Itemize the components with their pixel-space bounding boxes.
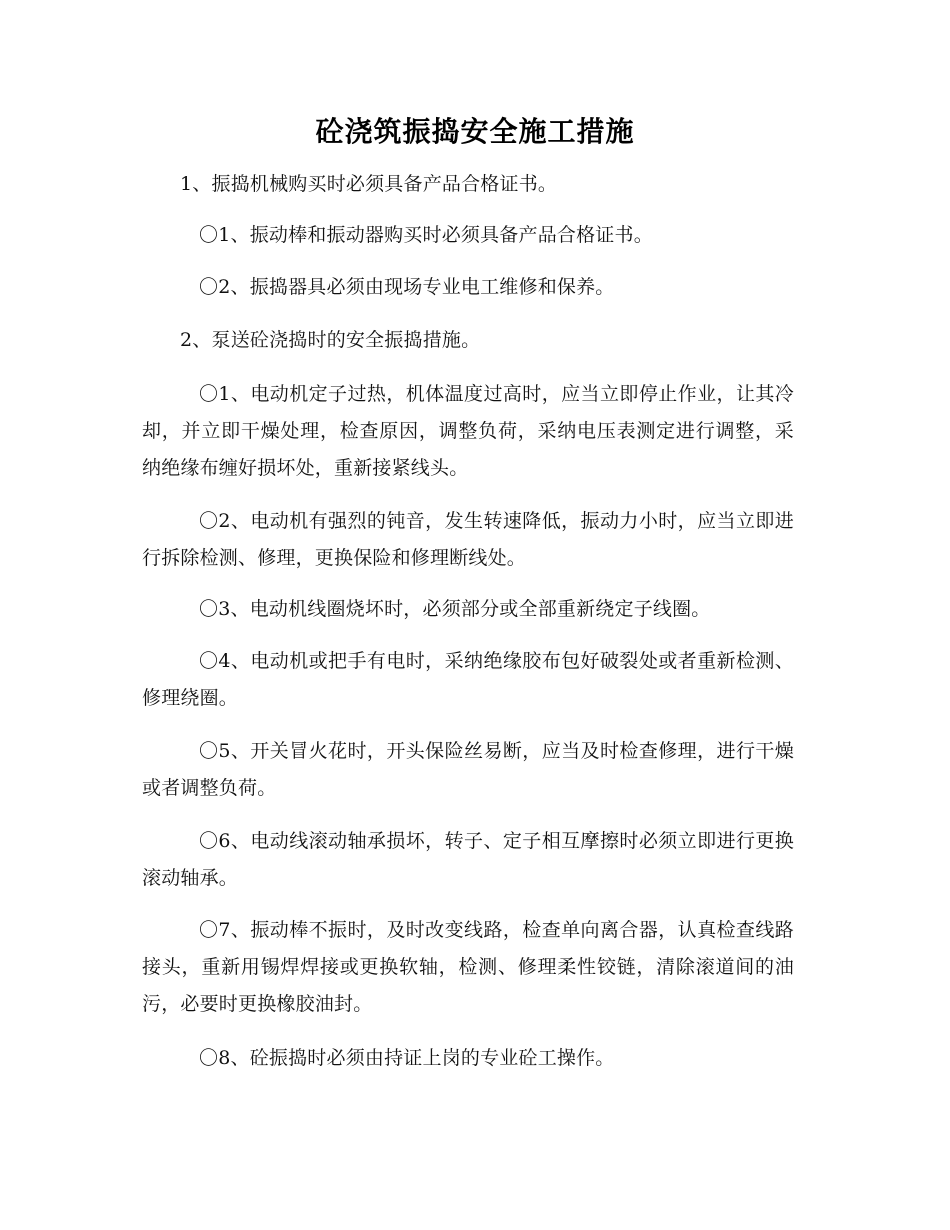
document-title: 砼浇筑振捣安全施工措施: [315, 115, 635, 148]
section-2-item-4: 〇4、电动机或把手有电时，采纳绝缘胶布包好破裂处或者重新检测、修理绕圈。: [142, 650, 794, 709]
section-2-heading: 2、泵送砼浇捣时的安全振捣措施。: [180, 329, 481, 351]
section-1-heading: 1、振捣机械购买时必须具备产品合格证书。: [180, 173, 558, 195]
section-2-item-5: 〇5、开关冒火花时，开头保险丝易断，应当及时检查修理，进行干燥或者调整负荷。: [142, 740, 794, 799]
section-2-item-3: 〇3、电动机线圈烧坏时，必须部分或全部重新绕定子线圈。: [199, 598, 711, 620]
section-2-item-7: 〇7、振动棒不振时，及时改变线路，检查单向离合器，认真检查线路接头，重新用锡焊焊接或更换软轴，检测、修理柔性铰链，清除滚道间的油污，必要时更换橡胶油封。: [142, 919, 794, 1015]
section-2-item-6: 〇6、电动线滚动轴承损坏，转子、定子相互摩擦时必须立即进行更换滚动轴承。: [142, 830, 794, 889]
section-1-item-1: 〇1、振动棒和振动器购买时必须具备产品合格证书。: [199, 224, 653, 246]
section-2-item-8: 〇8、砼振捣时必须由持证上岗的专业砼工操作。: [199, 1047, 615, 1069]
section-2-item-1: 〇1、电动机定子过热，机体温度过高时，应当立即停止作业，让其冷却，并立即干燥处理，检查原因，调整负荷，采纳电压表测定进行调整，采纳绝缘布缠好损坏处，重新接紧线头。: [142, 383, 794, 479]
section-2-item-2: 〇2、电动机有强烈的钝音，发生转速降低，振动力小时，应当立即进行拆除检测、修理，更换保险和修理断线处。: [142, 510, 794, 569]
section-1-item-2: 〇2、振捣器具必须由现场专业电工维修和保养。: [199, 276, 615, 298]
